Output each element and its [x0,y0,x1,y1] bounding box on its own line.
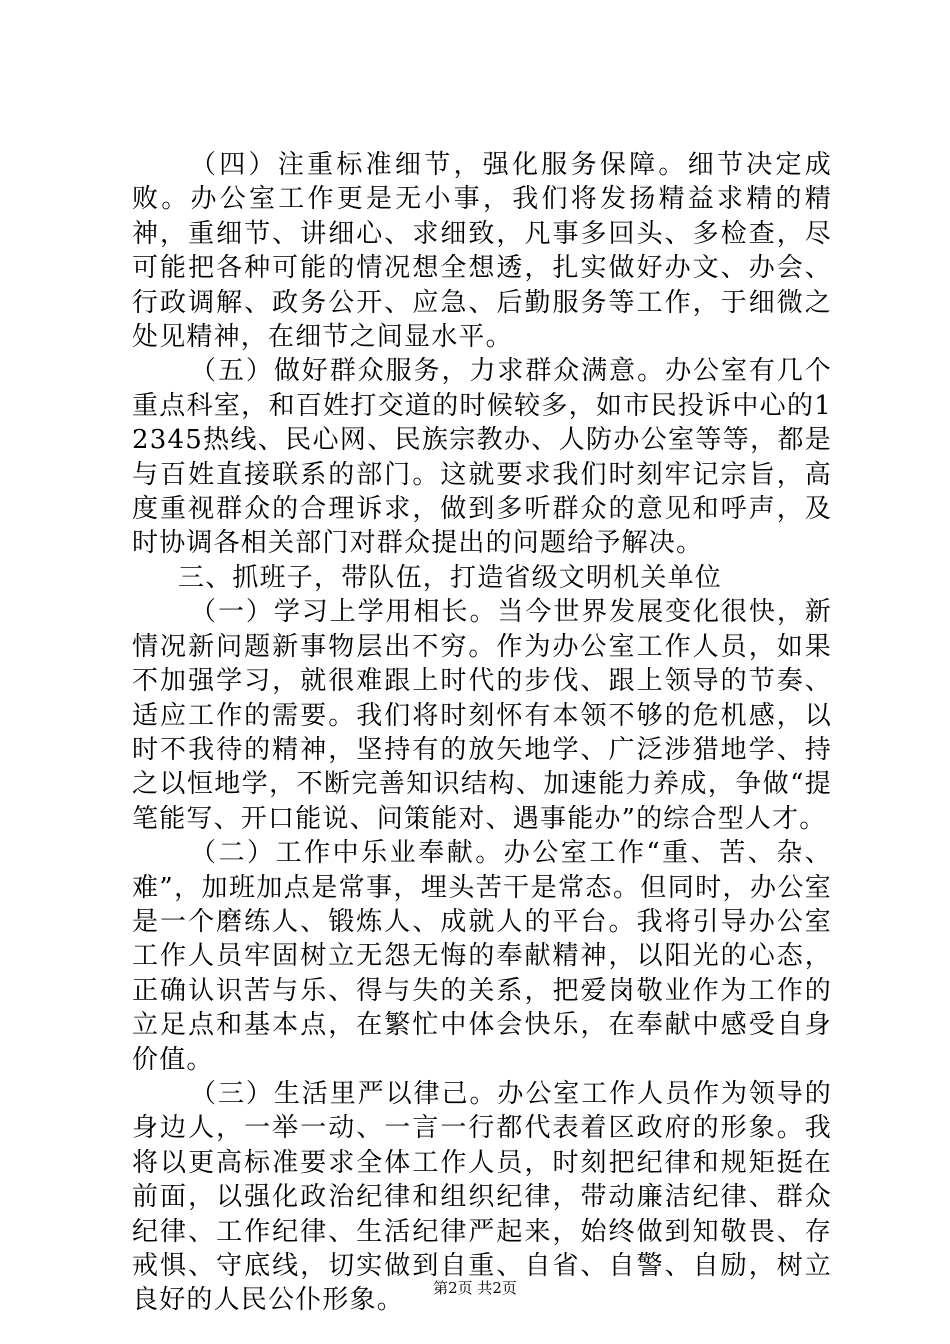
section-heading-3: 三、抓班子，带队伍，打造省级文明机关单位 [178,562,723,593]
paragraph-item-5: （五）做好群众服务，力求群众满意。办公室有几个重点科室，和百姓打交道的时候较多，如市民投诉中心的12345热线、民心网、民族宗教办、人防办公室等等，都是与百姓直接联系的部门。这就要求我们时刻牢记宗旨，高度重视群众的合理诉求，做到多听群众的意见和呼声，及时协调各相关部门对群众提出的问题给予解决。 [132,356,832,559]
page-number-footer: 第2页 共2页 [433,1279,517,1297]
paragraph-subitem-1: （一）学习上学用相长。当今世界发展变化很快，新情况新问题新事物层出不穷。作为办公室工作人员，如果不加强学习，就很难跟上时代的步伐、跟上领导的节奏、适应工作的需要。我们将时刻怀有本领不够的危机感，以时不我待的精神，坚持有的放矢地学、广泛涉猎地学、持之以恒地学，不断完善知识结构、加速能力养成，争做“提笔能写、开口能说、问策能对、遇事能办”的综合型人才。 [132,597,832,834]
document-body [132,148,832,1318]
paragraph-subitem-3: （三）生活里严以律己。办公室工作人员作为领导的身边人，一举一动、一言一行都代表着区政府的形象。我将以更高标准要求全体工作人员，时刻把纪律和规矩挺在前面，以强化政治纪律和组织纪律，带动廉洁纪律、群众纪律、工作纪律、生活纪律严起来，始终做到知敬畏、存戒惧、守底线，切实做到自重、自省、自警、自励，树立良好的人民公仆形象。 [132,1078,832,1316]
paragraph-item-4: （四）注重标准细节，强化服务保障。细节决定成败。办公室工作更是无小事，我们将发扬精益求精的精神，重细节、讲细心、求细致，凡事多回头、多检查，尽可能把各种可能的情况想全想透，扎实做好办文、办会、行政调解、政务公开、应急、后勤服务等工作，于细微之处见精神，在细节之间显水平。 [132,150,832,353]
paragraph-subitem-2: （二）工作中乐业奉献。办公室工作“重、苦、杂、难”，加班加点是常事，埋头苦干是常态。但同时，办公室是一个磨练人、锻炼人、成就人的平台。我将引导办公室工作人员牢固树立无怨无悔的奉献精神，以阳光的心态，正确认识苦与乐、得与失的关系，把爱岗敬业作为工作的立足点和基本点，在繁忙中体会快乐，在奉献中感受自身价值。 [132,838,832,1075]
